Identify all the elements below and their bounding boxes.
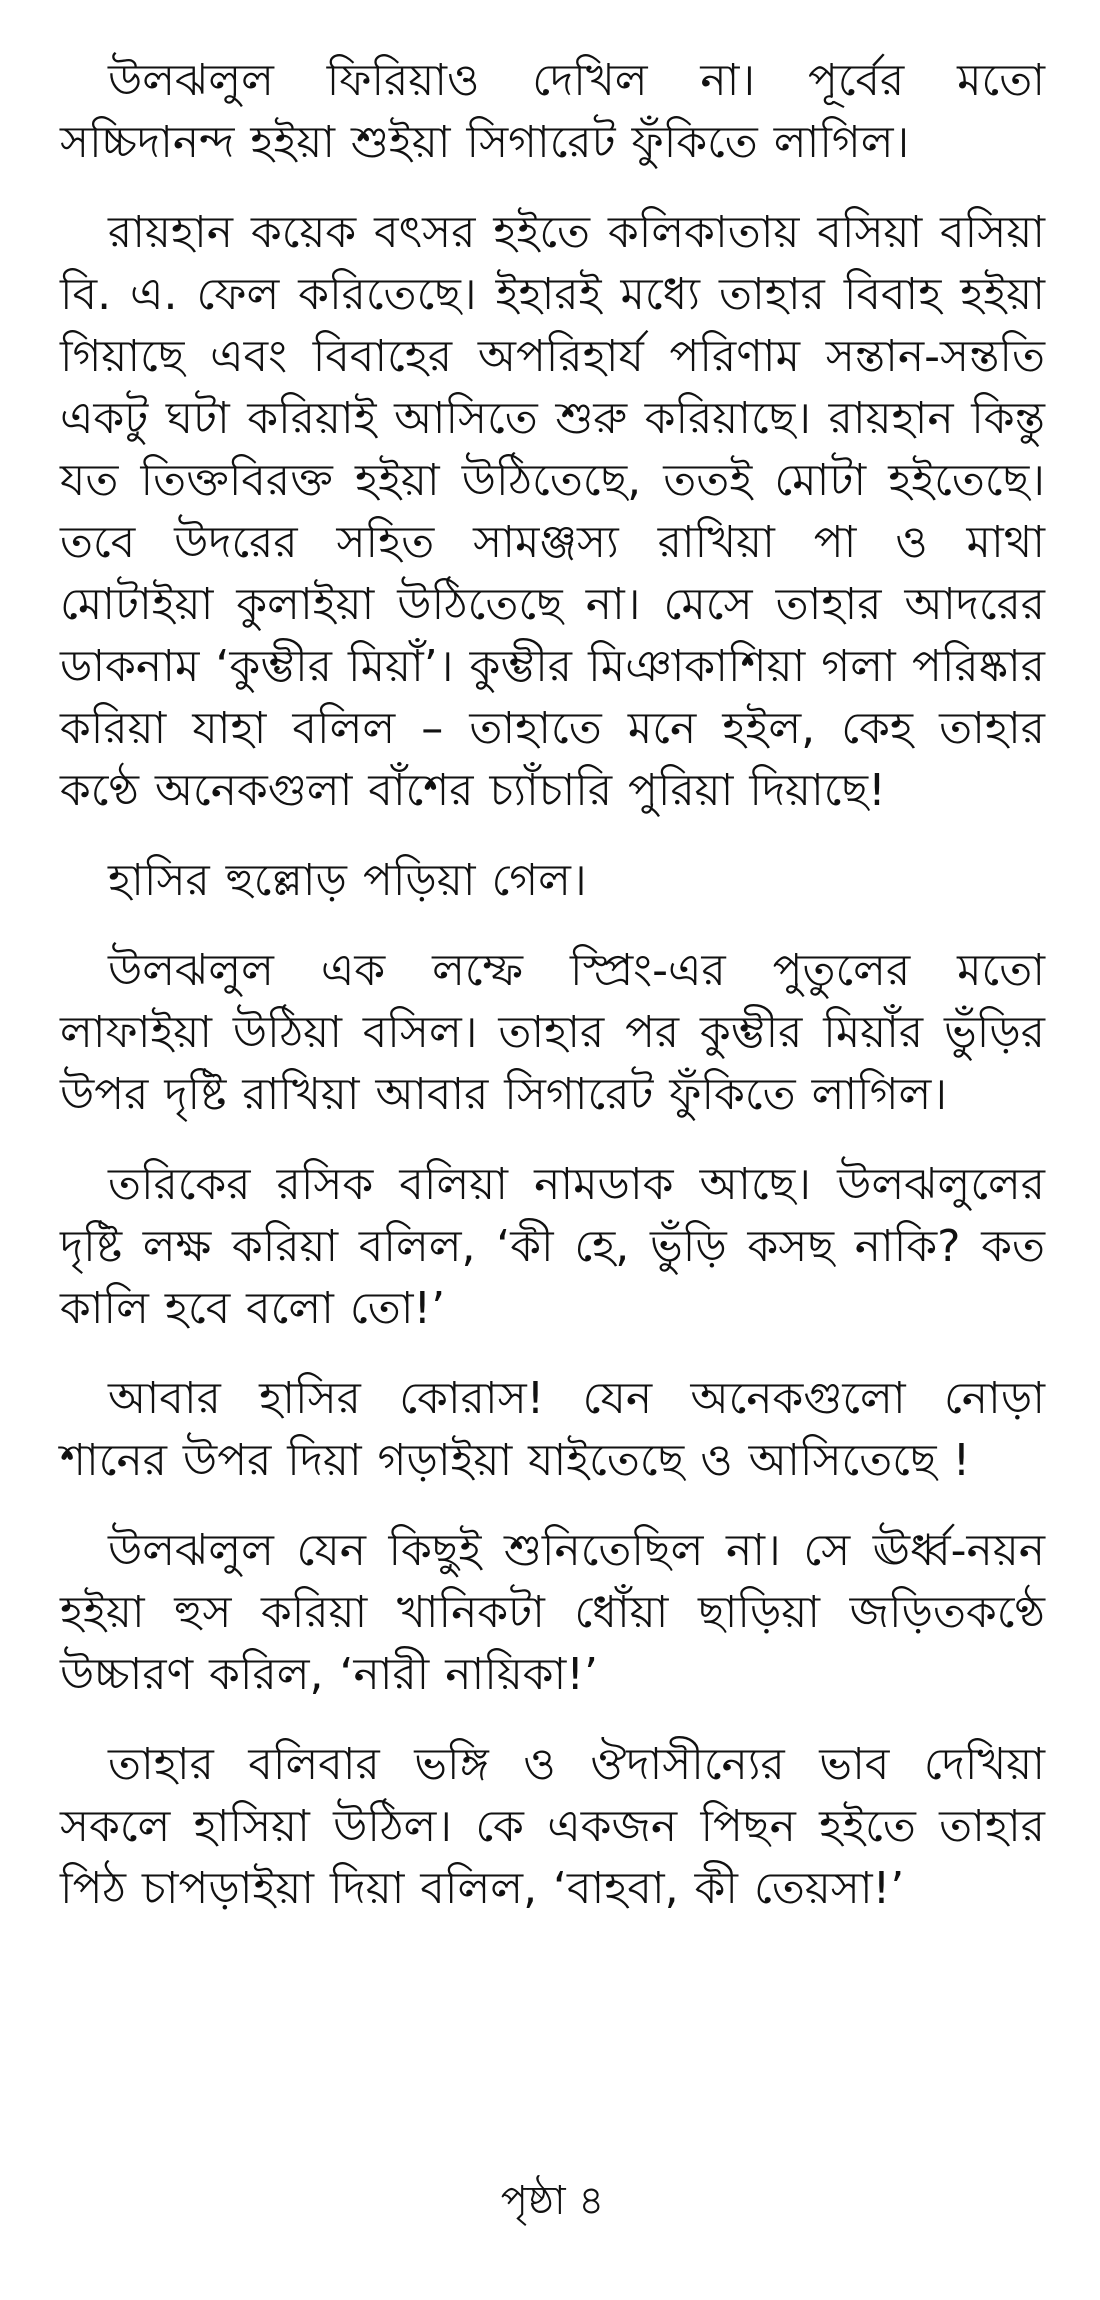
paragraph-8: তাহার বলিবার ভঙ্গি ও ঔদাসীন্যের ভাব দেখিয়া সকলে হাসিয়া উঠিল। কে একজন পিছন হইতে তাহার পিঠ চাপড়াইয়া দিয়া বলিল, ‘বাহবা, কী তেয়সা!’: [60, 1739, 1045, 1914]
paragraph-1: উলঝলুল ফিরিয়াও দেখিল না। পূর্বের মতো সচ্চিদানন্দ হইয়া শুইয়া সিগারেট ফুঁকিতে লাগিল।: [60, 55, 1045, 168]
paragraph-6: আবার হাসির কোরাস! যেন অনেকগুলো নোড়া শানের উপর দিয়া গড়াইয়া যাইতেছে ও আসিতেছে !: [60, 1373, 1045, 1486]
document-page: [60, 50, 1045, 2250]
paragraph-2: রায়হান কয়েক বৎসর হইতে কলিকাতায় বসিয়া বসিয়া বি. এ. ফেল করিতেছে। ইহারই মধ্যে তাহার বিবাহ হইয়া গিয়াছে এবং বিবাহের অপরিহার্য পরিণাম সন্তান-সন্ততি একটু ঘটা করিয়াই আসিতে শুরু করিয়াছে। রায়হান কিন্তু যত তিক্তবিরক্ত হইয়া উঠিতেছে, ততই মোটা হইতেছে। তবে উদরের সহিত সামঞ্জস্য রাখিয়া পা ও মাথা মোটাইয়া কুলাইয়া উঠিতেছে না। মেসে তাহার আদরের ডাকনাম ‘কুম্ভীর মিয়াঁ’। কুম্ভীর মিঞাকাশিয়া গলা পরিষ্কার করিয়া যাহা বলিল – তাহাতে মনে হইল, কেহ তাহার কণ্ঠে অনেকগুলা বাঁশের চ্যাঁচারি পুরিয়া দিয়াছে!: [60, 207, 1045, 816]
paragraph-3: হাসির হুল্লোড় পড়িয়া গেল।: [108, 855, 587, 906]
paragraph-4: উলঝলুল এক লম্ফে স্প্রিং-এর পুতুলের মতো লাফাইয়া উঠিয়া বসিল। তাহার পর কুম্ভীর মিয়াঁর ভুঁড়ির উপর দৃষ্টি রাখিয়া আবার সিগারেট ফুঁকিতে লাগিল।: [60, 945, 1045, 1120]
paragraph-5: তরিকের রসিক বলিয়া নামডাক আছে। উলঝলুলের দৃষ্টি লক্ষ করিয়া বলিল, ‘কী হে, ভুঁড়ি কসছ নাকি? কত কালি হবে বলো তো!’: [60, 1159, 1045, 1334]
paragraph-7: উলঝলুল যেন কিছুই শুনিতেছিল না। সে ঊর্ধ্ব-নয়ন হইয়া হুস করিয়া খানিকটা ধোঁয়া ছাড়িয়া জড়িতকণ্ঠে উচ্চারণ করিল, ‘নারী নায়িকা!’: [60, 1525, 1045, 1700]
page-number: পৃষ্ঠা ৪: [500, 2178, 605, 2224]
